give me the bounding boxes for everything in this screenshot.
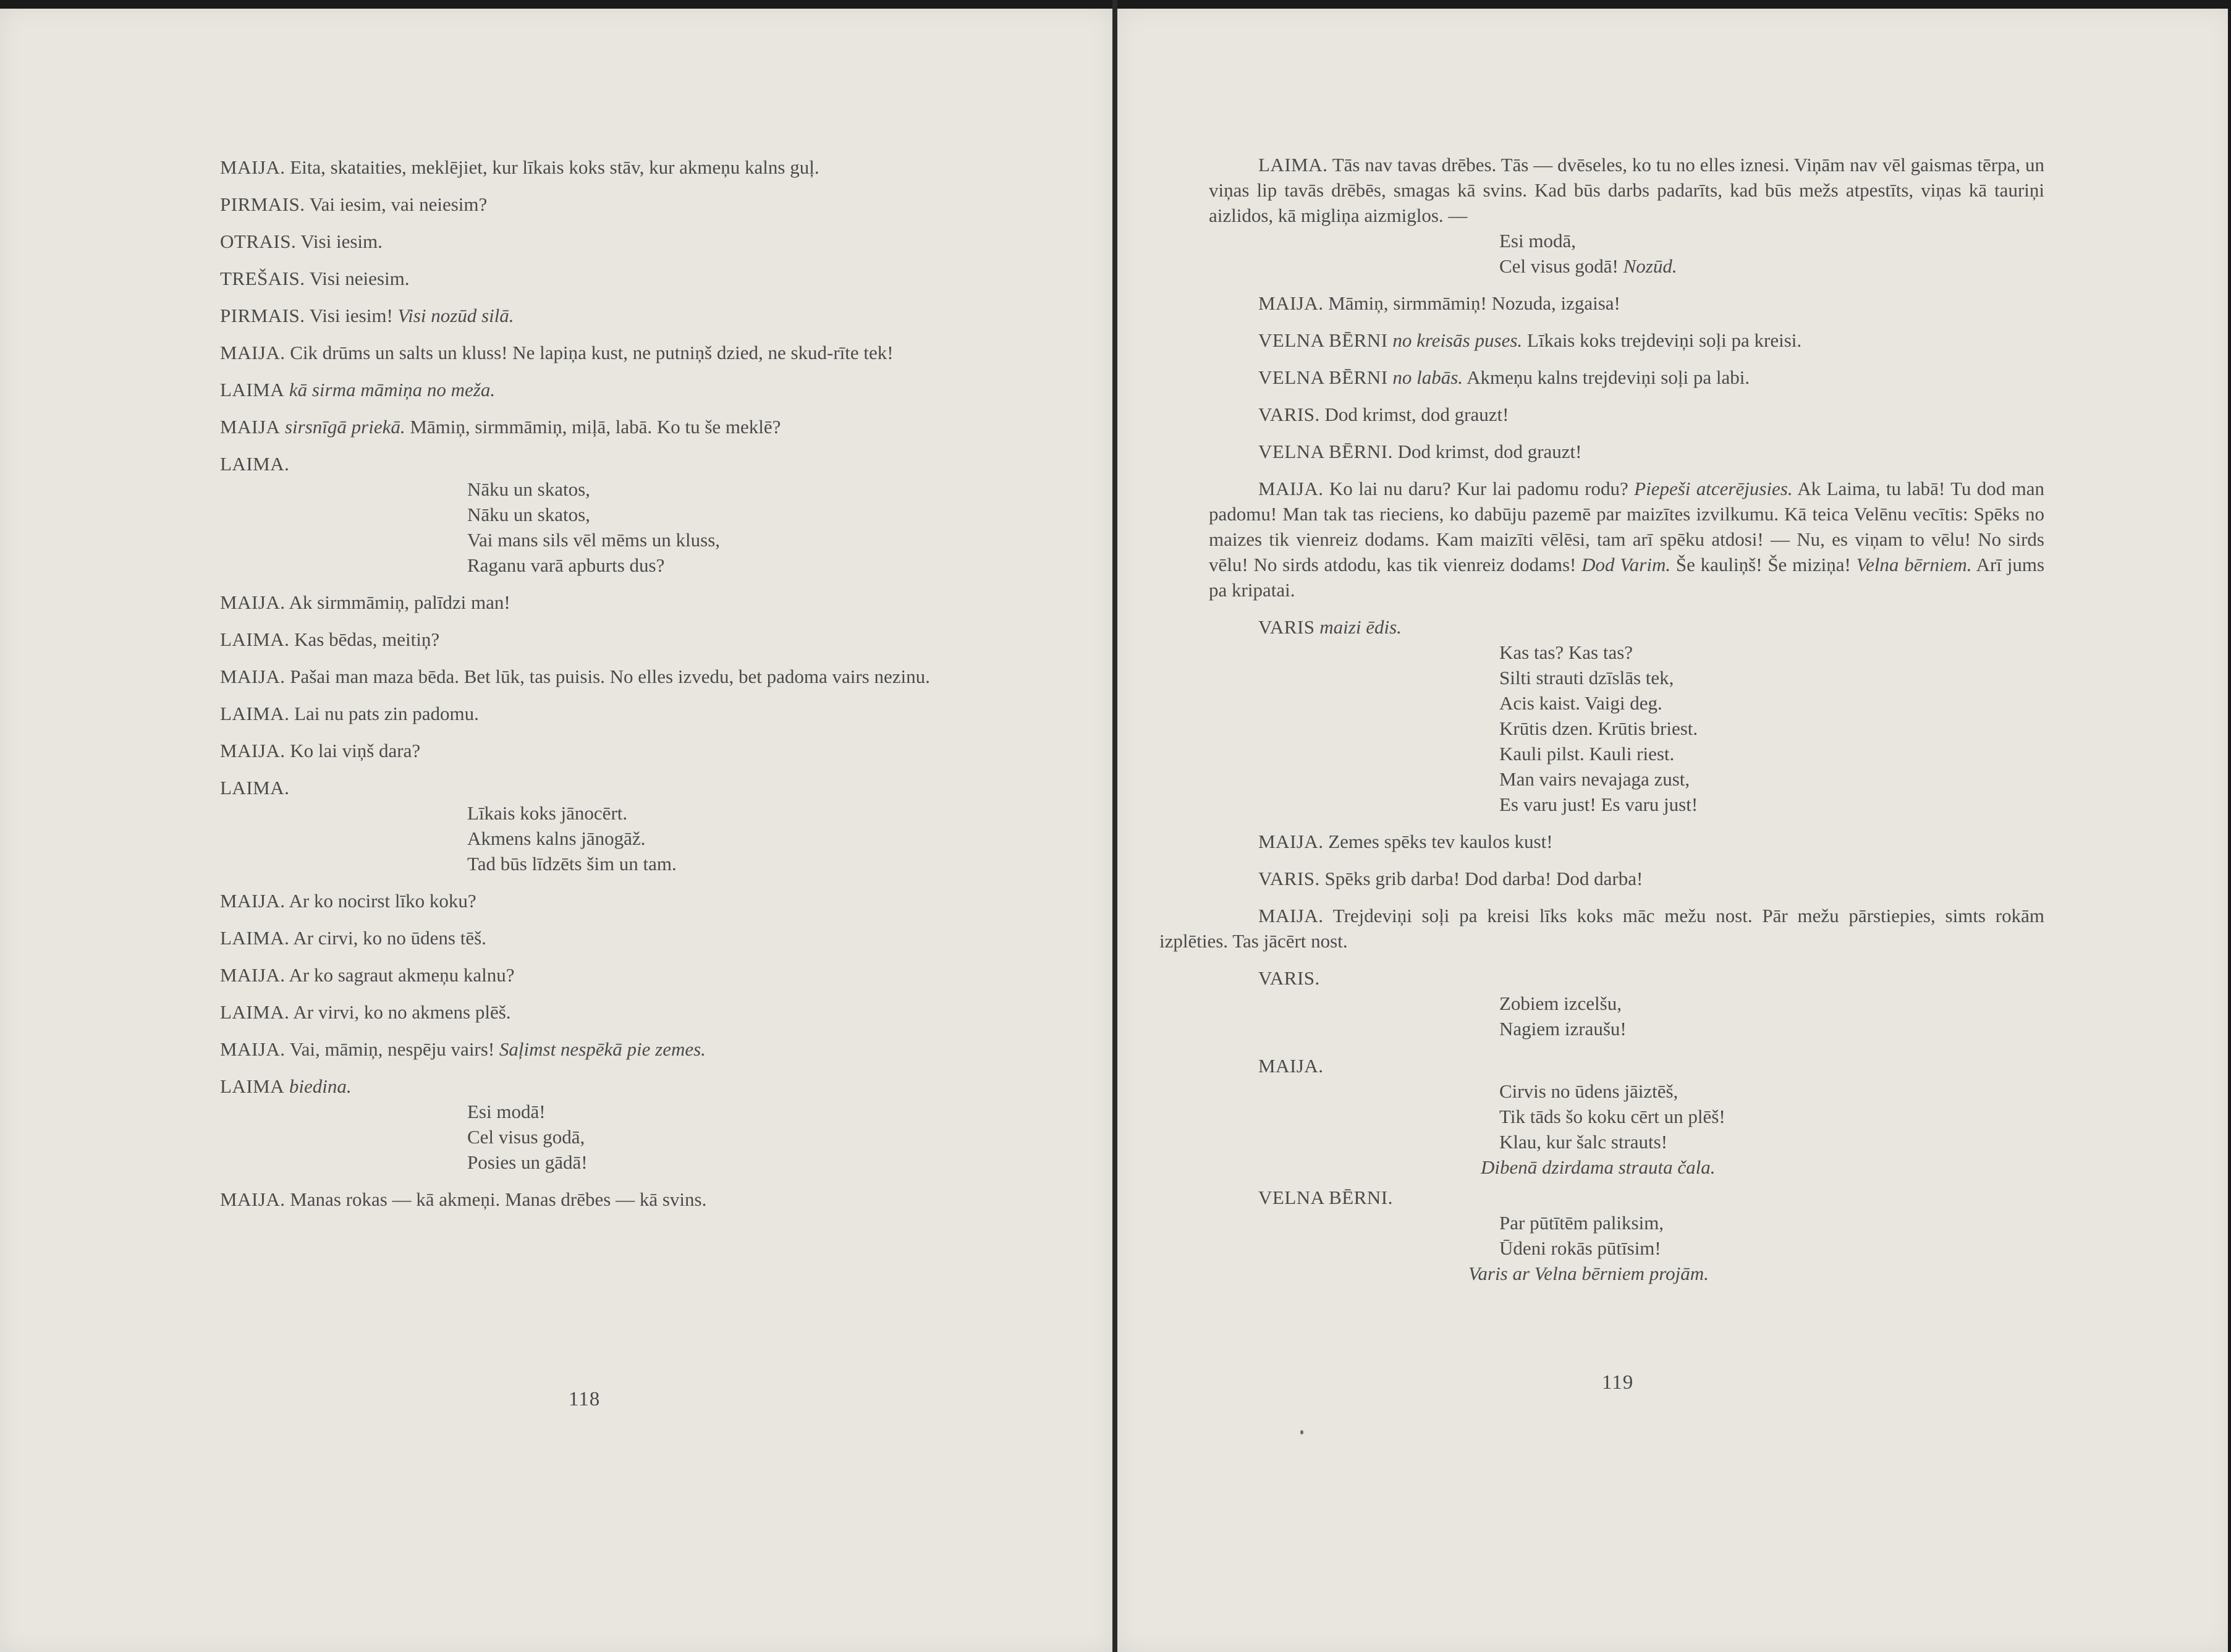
verse-block-2 bbox=[171, 800, 1005, 876]
laima-label-3: LAIMA biedina. bbox=[220, 1075, 352, 1097]
verse-block-d bbox=[1209, 1078, 2044, 1154]
line-maija-3: MAIJA sirsnīgā priekā. Māmiņ, sirmmāmiņ, miļā, labā. Ko tu še meklē? bbox=[220, 416, 781, 438]
verse-line: Klau, kur šalc strauts! bbox=[1499, 1131, 1668, 1153]
line-pirmais-2: PIRMAIS. Visi iesim! Visi nozūd silā. bbox=[220, 305, 514, 326]
line-maija-6: MAIJA. Ko lai viņš dara? bbox=[220, 740, 421, 761]
line-maija-5: MAIJA. Pašai man maza bēda. Bet lūk, tas puisis. No elles izvedu, bet padoma vairs nezinu. bbox=[220, 666, 930, 687]
verse-line: Kas tas? Kas tas? bbox=[1499, 642, 1633, 663]
varis-label-2: VARIS. bbox=[1258, 967, 1320, 989]
line-maija-1: MAIJA. Eita, skataities, meklējiet, kur līkais koks stāv, kur akmeņu kalns guļ. bbox=[220, 156, 819, 178]
verse-line: Cel visus godā, bbox=[467, 1126, 585, 1148]
velna-label: VELNA BĒRNI. bbox=[1258, 1187, 1393, 1208]
page-number: 118 bbox=[569, 1388, 601, 1410]
page-number: 119 bbox=[1602, 1371, 1634, 1394]
line-velna-r3: VELNA BĒRNI. Dod krimst, dod grauzt! bbox=[1258, 441, 1582, 462]
verse-line: Vai mans sils vēl mēms un kluss, bbox=[467, 529, 721, 551]
verse-block-c bbox=[1209, 991, 2044, 1041]
laima-label-1: LAIMA. bbox=[220, 453, 290, 475]
stage-direction-1: Dibenā dzirdama strauta čala. bbox=[1481, 1156, 1716, 1178]
verse-block-e bbox=[1209, 1210, 2044, 1261]
line-laima-stage-1: LAIMA kā sirma māmiņa no meža. bbox=[220, 379, 496, 400]
left-page bbox=[0, 9, 1112, 1652]
line-laima-2: LAIMA. Kas bēdas, meitiņ? bbox=[220, 629, 440, 650]
line-maija-r4: MAIJA. Trejdeviņi soļi pa kreisi līks koks māc mežu nost. Pār mežu pārstiepies, simts rokām izplēties. Tas jācērt nost. bbox=[1159, 905, 2044, 952]
book-spine bbox=[1112, 0, 1117, 1652]
line-varis-r2: VARIS. Spēks grib darba! Dod darba! Dod darba! bbox=[1258, 868, 1643, 889]
verse-line: Man vairs nevajaga zust, bbox=[1499, 768, 1690, 790]
line-laima-r1: LAIMA. Tās nav tavas drēbes. Tās — dvēseles, ko tu no elles iznesi. Viņām nav vēl gaismas tērpa, un viņas lip tavās drēbēs, smagas kā svins. Kad būs darbs padarīts, kad būs mežs atpestīts, viņas kā tauriņi aizlidos, kā migliņa aizmiglos. — bbox=[1209, 154, 2044, 226]
line-maija-r2: MAIJA. Ko lai nu daru? Kur lai padomu rodu? Piepeši atcerējusies. Ak Laima, tu labā! Tu dod man padomu! Man tak tas rieciens, ko dabūju pazemē par maizītes izvilkumu. Kā teica Velēnu vecītis: Spēks no maizes tik vienreiz dodams. Kam maizīti vēlēsi, tam arī spēku atdosi! — Nu, es viņam to vēlu! No sirds vēlu! No sirds atdodu, kas tik vienreiz dodams! Dod Varim. Še kauliņš! Še miziņa! Velna bērniem. Arī jums pa kripatai. bbox=[1209, 478, 2045, 601]
line-pirmais-1: PIRMAIS. Vai iesim, vai neiesim? bbox=[220, 193, 488, 215]
line-varis-r1: VARIS. Dod krimst, dod grauzt! bbox=[1258, 404, 1509, 425]
line-laima-5: LAIMA. Ar virvi, ko no akmens plēš. bbox=[220, 1001, 511, 1023]
verse-line: Es varu just! Es varu just! bbox=[1499, 794, 1698, 815]
line-laima-4: LAIMA. Ar cirvi, ko no ūdens tēš. bbox=[220, 927, 486, 949]
scanner-right-edge bbox=[2228, 0, 2231, 1652]
verse-line: Acis kaist. Vaigi deg. bbox=[1499, 692, 1662, 714]
line-laima-3: LAIMA. Lai nu pats zin padomu. bbox=[220, 703, 479, 724]
line-maija-r3: MAIJA. Zemes spēks tev kaulos kust! bbox=[1258, 831, 1553, 852]
line-otrais-1: OTRAIS. Visi iesim. bbox=[220, 231, 383, 252]
line-maija-9: MAIJA. Vai, māmiņ, nespēju vairs! Saļimst nespēkā pie zemes. bbox=[220, 1038, 706, 1060]
verse-line: Nagiem izraušu! bbox=[1499, 1018, 1627, 1040]
verse-line: Raganu varā apburts dus? bbox=[467, 554, 665, 576]
line-maija-8: MAIJA. Ar ko sagraut akmeņu kalnu? bbox=[220, 964, 515, 986]
verse-line: Cel visus godā! Nozūd. bbox=[1499, 255, 1677, 277]
right-page bbox=[1117, 9, 2231, 1652]
verse-line: Tad būs līdzēts šim un tam. bbox=[467, 853, 677, 875]
line-velna-r2: VELNA BĒRNI no labās. Akmeņu kalns trejdeviņi soļi pa labi. bbox=[1258, 366, 1750, 388]
verse-line: Nāku un skatos, bbox=[467, 478, 590, 500]
line-maija-r1: MAIJA. Māmiņ, sirmmāmiņ! Nozuda, izgaisa! bbox=[1258, 292, 1620, 314]
line-tresais-1: TREŠAIS. Visi neiesim. bbox=[220, 268, 410, 289]
verse-line: Cirvis no ūdens jāiztēš, bbox=[1499, 1080, 1679, 1102]
verse-block-b bbox=[1209, 640, 2044, 817]
verse-block-3 bbox=[171, 1099, 1005, 1175]
paper-speck bbox=[1300, 1430, 1303, 1434]
verse-line: Silti strauti dzīslās tek, bbox=[1499, 667, 1674, 688]
verse-line: Kauli pilst. Kauli riest. bbox=[1499, 743, 1675, 765]
verse-line: Par pūtītēm paliksim, bbox=[1499, 1212, 1664, 1234]
right-text-column bbox=[1159, 152, 2045, 1286]
line-maija-7: MAIJA. Ar ko nocirst līko koku? bbox=[220, 890, 476, 912]
verse-line: Esi modā! bbox=[467, 1101, 546, 1122]
verse-line: Posies un gādā! bbox=[467, 1151, 588, 1173]
verse-block-1 bbox=[171, 477, 1005, 578]
verse-line: Līkais koks jānocērt. bbox=[467, 802, 628, 824]
verse-line: Esi modā, bbox=[1499, 230, 1576, 252]
stage-direction-2: Varis ar Velna bērniem projām. bbox=[1468, 1263, 1709, 1284]
line-maija-10: MAIJA. Manas rokas — kā akmeņi. Manas drēbes — kā svins. bbox=[220, 1188, 707, 1210]
line-maija-4: MAIJA. Ak sirmmāmiņ, palīdzi man! bbox=[220, 591, 510, 613]
verse-line: Ūdeni rokās pūtīsim! bbox=[1499, 1237, 1661, 1259]
verse-line: Nāku un skatos, bbox=[467, 504, 590, 525]
verse-line: Tik tāds šo koku cērt un plēš! bbox=[1499, 1106, 1725, 1127]
left-text-column bbox=[171, 155, 1005, 1212]
verse-block-a bbox=[1209, 228, 2044, 279]
verse-line: Zobiem izcelšu, bbox=[1499, 993, 1622, 1014]
line-velna-r1: VELNA BĒRNI no kreisās puses. Līkais koks trejdeviņi soļi pa kreisi. bbox=[1258, 329, 1802, 351]
line-maija-2: MAIJA. Cik drūms un salts un kluss! Ne lapiņa kust, ne putniņš dzied, ne skud-rīte tek! bbox=[220, 342, 894, 363]
maija-label: MAIJA. bbox=[1258, 1055, 1324, 1077]
verse-line: Krūtis dzen. Krūtis briest. bbox=[1499, 718, 1698, 739]
laima-label-2: LAIMA. bbox=[220, 777, 290, 798]
varis-label: VARIS maizi ēdis. bbox=[1258, 616, 1402, 638]
verse-line: Akmens kalns jānogāž. bbox=[467, 828, 646, 849]
